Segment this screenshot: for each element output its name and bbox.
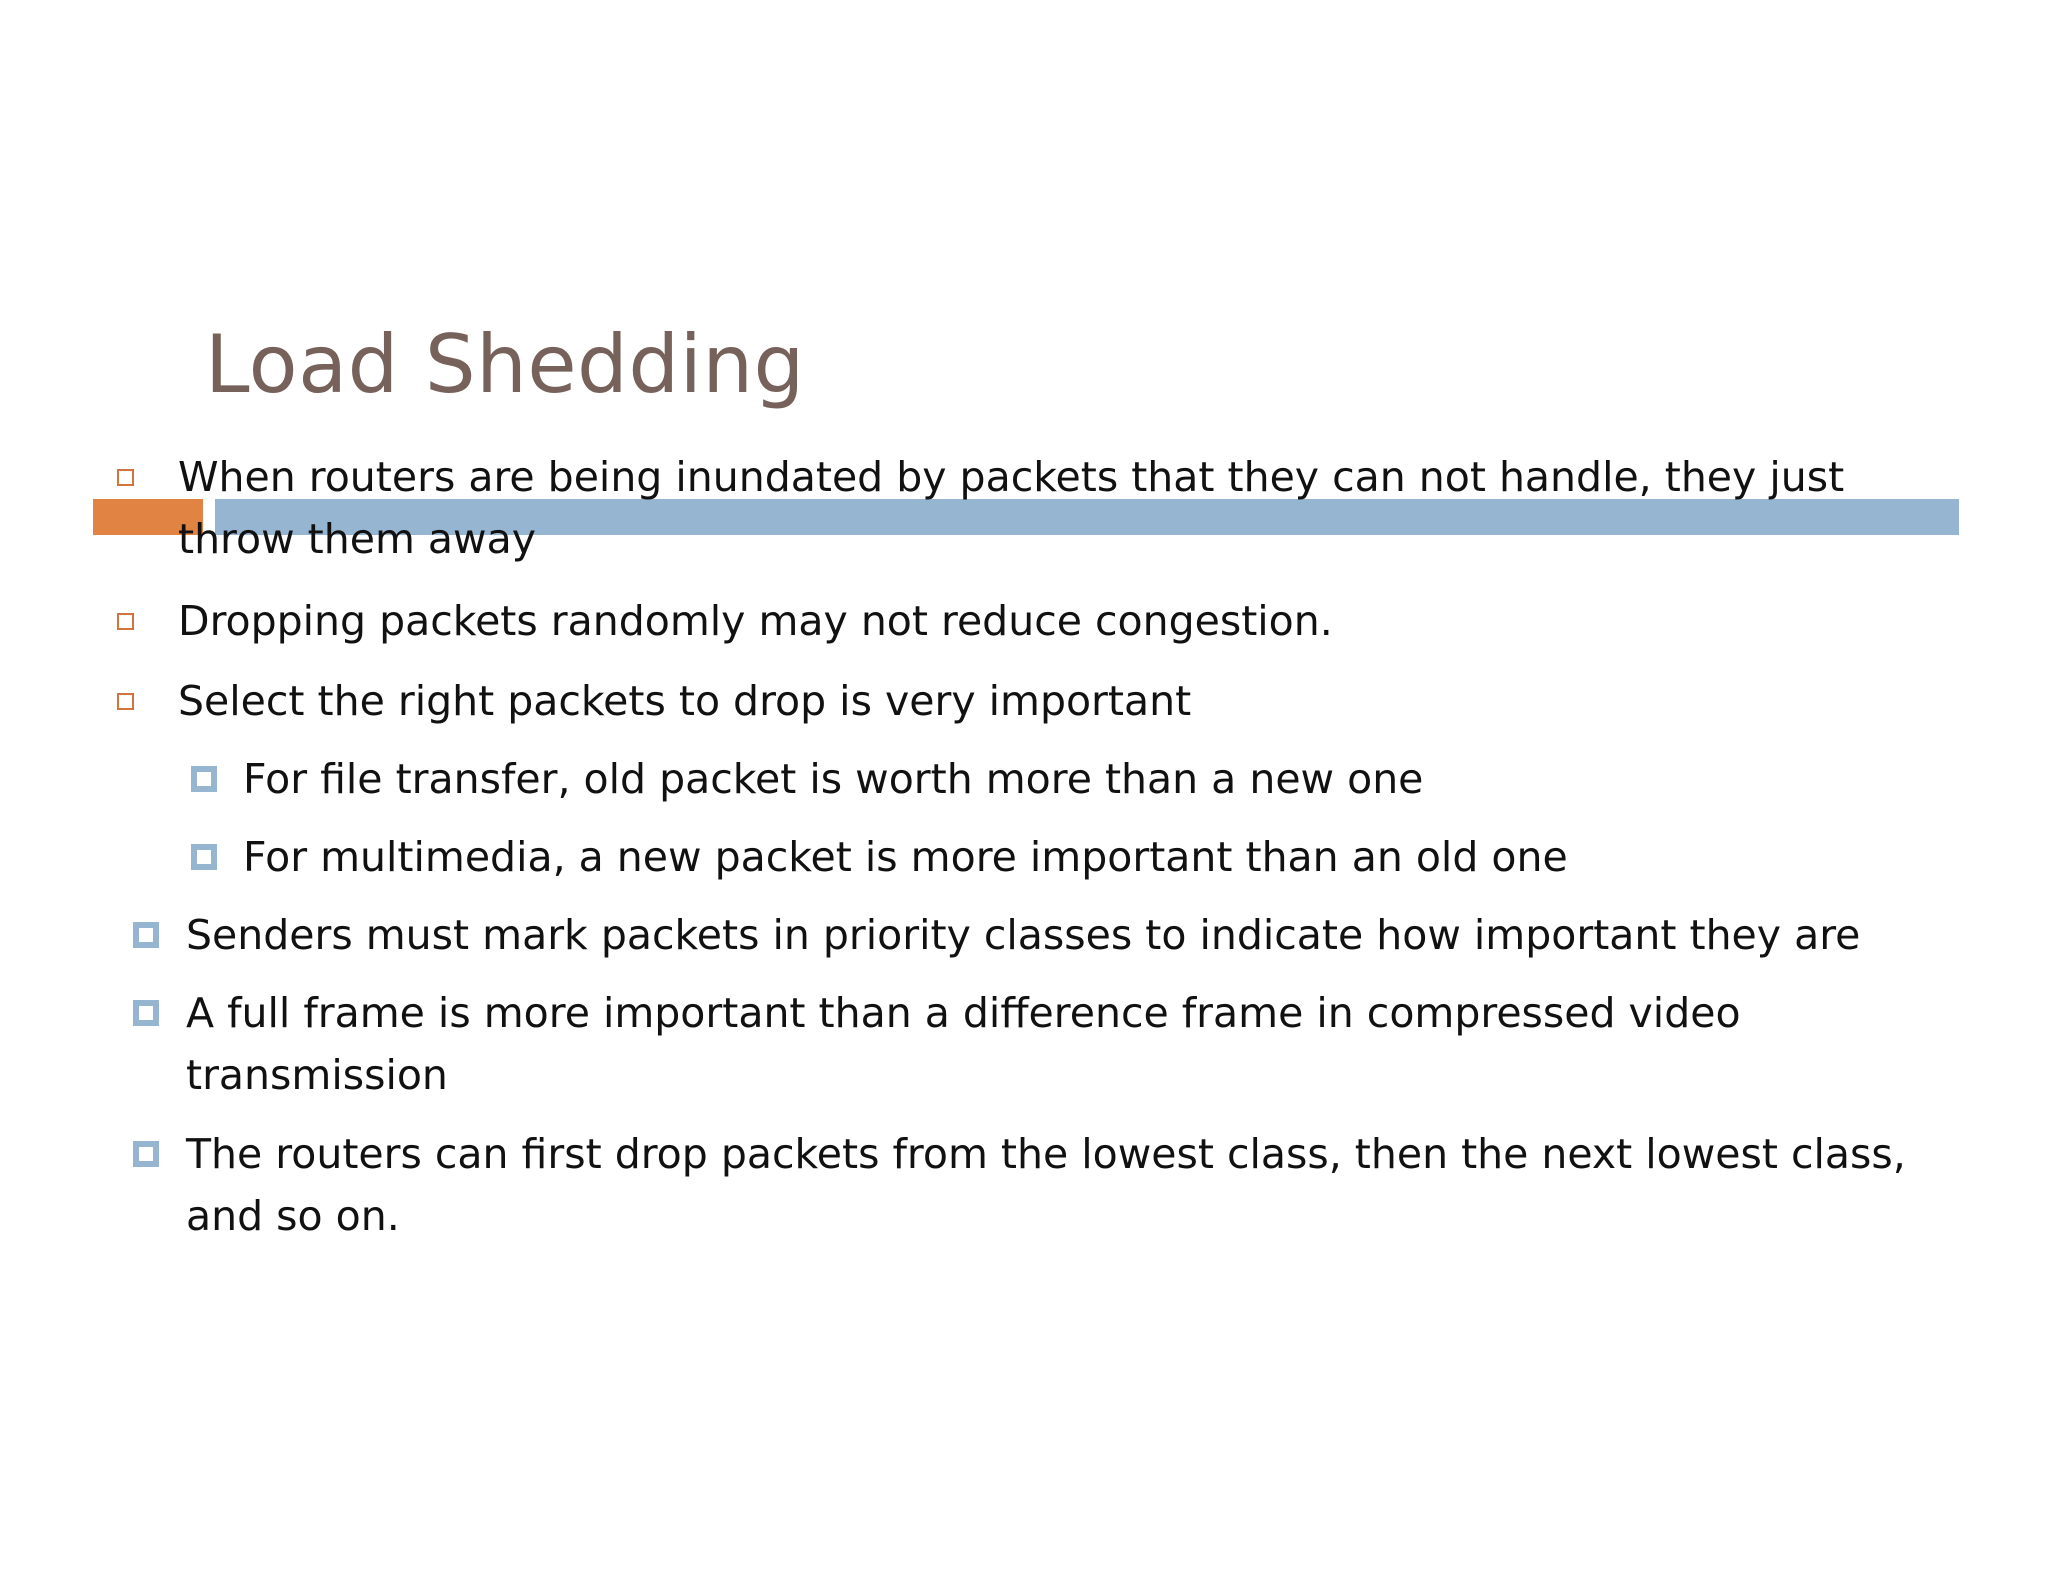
hollow-square-bullet-icon bbox=[117, 613, 134, 630]
bullet-line: Senders must mark packets in priority classes to indicate how important they are bbox=[186, 911, 1861, 959]
bullet-line: throw them away bbox=[178, 515, 536, 563]
bullet-item bbox=[178, 590, 1333, 652]
blue-square-bullet-icon bbox=[133, 1000, 159, 1026]
bullet-line: Select the right packets to drop is very important bbox=[178, 677, 1192, 725]
hollow-square-bullet-icon bbox=[117, 693, 134, 710]
bullet-line: When routers are being inundated by packets that they can not handle, they just bbox=[178, 453, 1845, 501]
bullet-line: and so on. bbox=[186, 1192, 400, 1240]
bullet-line: The routers can first drop packets from the lowest class, then the next lowest class, bbox=[186, 1130, 1906, 1178]
bullet-line: For file transfer, old packet is worth more than a new one bbox=[243, 755, 1424, 803]
hollow-square-bullet-icon bbox=[117, 469, 134, 486]
bullet-line: For multimedia, a new packet is more important than an old one bbox=[243, 833, 1568, 881]
bullet-line: A full frame is more important than a difference frame in compressed video bbox=[186, 989, 1741, 1037]
bullet-item bbox=[178, 446, 1844, 570]
bullet-item bbox=[186, 904, 1860, 966]
blue-square-bullet-icon bbox=[133, 1141, 159, 1167]
bullet-item bbox=[186, 1123, 1906, 1247]
bullet-line: Dropping packets randomly may not reduce congestion. bbox=[178, 597, 1333, 645]
sub-bullet-item bbox=[243, 748, 1423, 810]
blue-square-bullet-icon bbox=[191, 766, 217, 792]
sub-bullet-item bbox=[243, 826, 1568, 888]
slide-title: Load Shedding bbox=[205, 318, 805, 411]
blue-square-bullet-icon bbox=[133, 922, 159, 948]
bullet-item bbox=[186, 982, 1741, 1106]
blue-square-bullet-icon bbox=[191, 844, 217, 870]
bullet-line: transmission bbox=[186, 1051, 448, 1099]
bullet-item bbox=[178, 670, 1191, 732]
